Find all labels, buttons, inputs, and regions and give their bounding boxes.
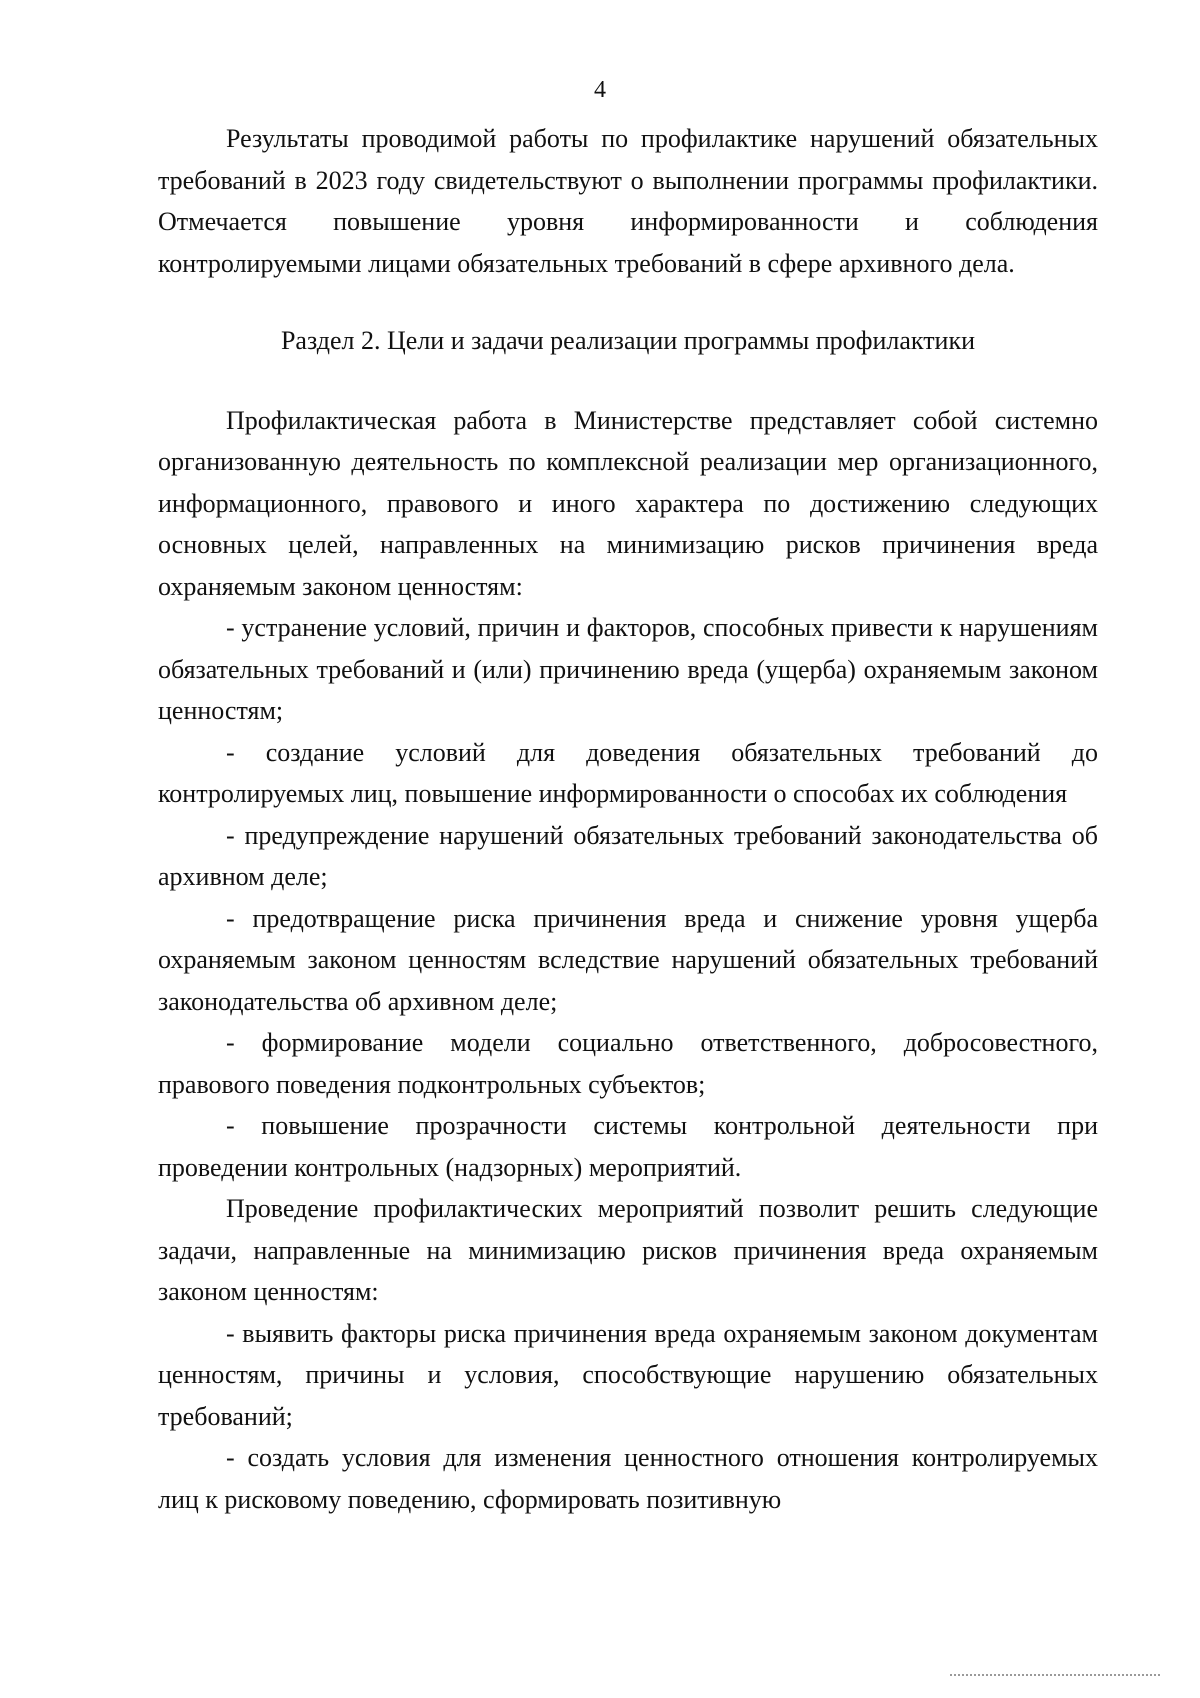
task-item: - выявить факторы риска причинения вреда охраняемым законом документам ценностям, причины и условия, способствующие нарушению обязательных требований; [158, 1318, 1098, 1431]
page-number: 4 [594, 77, 606, 103]
goal-item: - предупреждение нарушений обязательных требований законодательства об архивном деле; [158, 820, 1098, 891]
paragraph-tasks: Проведение профилактических мероприятий позволит решить следующие задачи, направленные на минимизацию рисков причинения вреда охраняемым законом ценностям: [158, 1194, 1098, 1306]
paragraph-results: Результаты проводимой работы по профилактике нарушений обязательных требований в 2023 году свидетельствуют о выполнении программы профилактики. Отмечается повышение уровня информированности и соблюдения контролируемыми лицами обязательных требований в сфере архивного дела. [158, 124, 1098, 278]
paragraph-preventive-work: Профилактическая работа в Министерстве представляет собой системно организованную деятельность по комплексной реализации мер организационного, информационного, правового и иного характера по достижению следующих основных целей, направленных на минимизацию рисков причинения вреда охраняемым законом ценностям: [158, 405, 1098, 601]
scan-footer-mark [950, 1674, 1160, 1680]
goal-item: - повышение прозрачности системы контрольной деятельности при проведении контрольных (надзорных) мероприятий. [158, 1111, 1098, 1182]
goal-item: - формирование модели социально ответственного, добросовестного, правового поведения подконтрольных субъектов; [158, 1028, 1098, 1099]
goal-item: - предотвращение риска причинения вреда и снижение уровня ущерба охраняемым законом ценностям вследствие нарушений обязательных требований законодательства об архивном деле; [158, 903, 1098, 1016]
task-item: - создать условия для изменения ценностного отношения контролируемых лиц к рисковому поведению, сформировать позитивную [158, 1443, 1098, 1514]
goal-item: - устранение условий, причин и факторов, способных привести к нарушениям обязательных требований и (или) причинению вреда (ущерба) охраняемым законом ценностям; [158, 613, 1098, 725]
section-heading: Раздел 2. Цели и задачи реализации программы профилактики [280, 326, 976, 355]
document-body [158, 118, 1098, 1520]
goal-item: - создание условий для доведения обязательных требований до контролируемых лиц, повышение информированности о способах их соблюдения [158, 737, 1098, 808]
